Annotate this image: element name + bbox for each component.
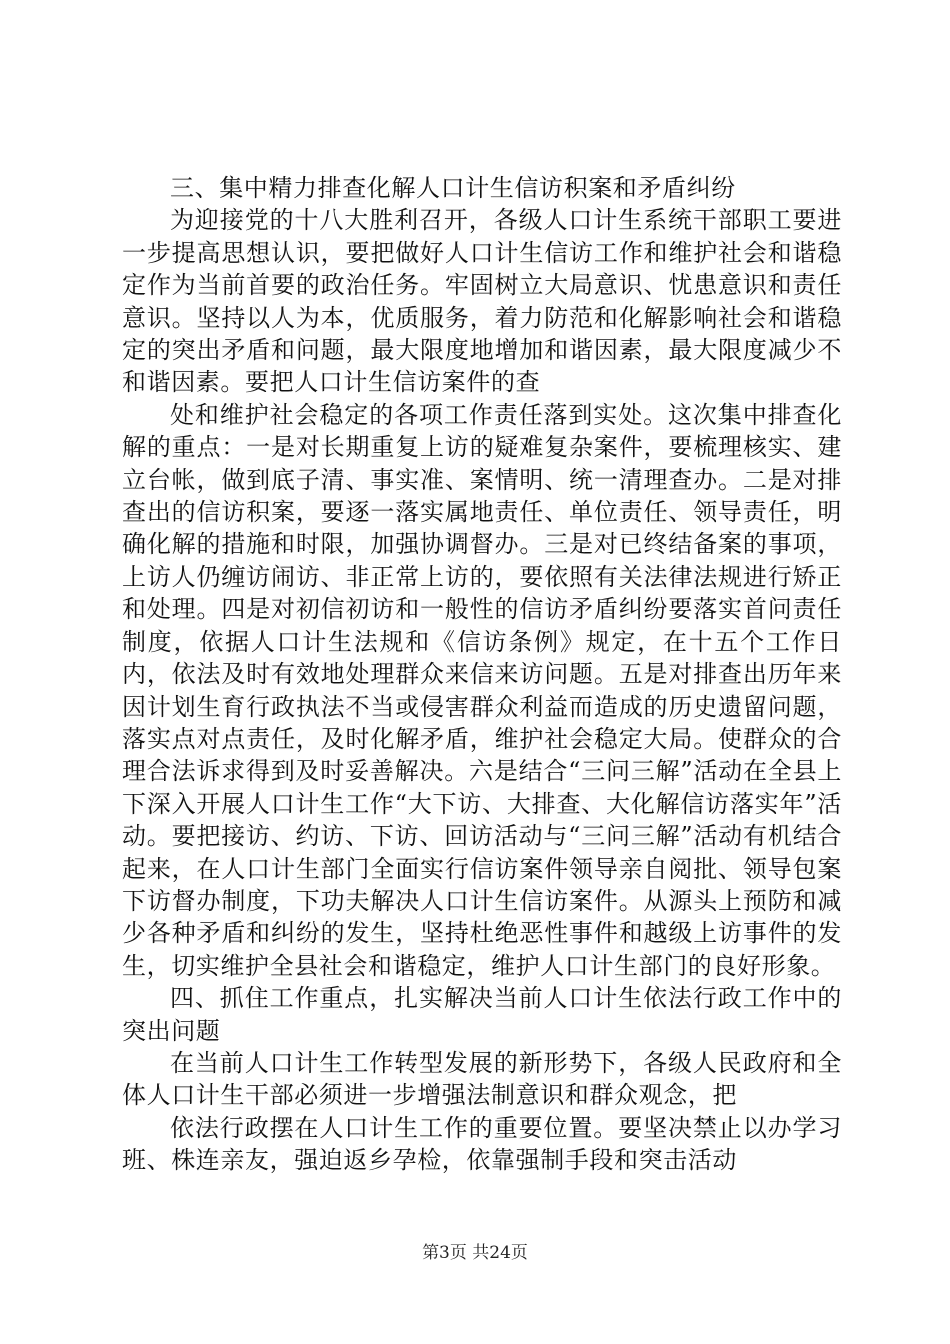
paragraph: 处和维护社会稳定的各项工作责任落到实处。这次集中排查化解的重点：一是对长期重复上访的疑难复杂案件，要梳理核实、建立台帐，做到底子清、事实准、案情明、统一清理查办。二是对排查出的信访积案，要逐一落实属地责任、单位责任、领导责任，明确化解的措施和时限，加强协调督办。三是对已终结备案的事项，上访人仍缠访闹访、非正常上访的，要依照有关法律法规进行矫正和处理。四是对初信初访和一般性的信访矛盾纠纷要落实首问责任制度，依据人口计生法规和《信访条例》规定，在十五个工作日内，依法及时有效地处理群众来信来访问题。五是对排查出历年来因计划生育行政执法不当或侵害群众利益而造成的历史遗留问题，落实点对点责任，及时化解矛盾，维护社会稳定大局。使群众的合理合法诉求得到及时妥善解决。六是结合“三问三解”活动在全县上下深入开展人口计生工作“大下访、大排查、大化解信访落实年”活动。要把接访、约访、下访、回访活动与“三问三解”活动有机结合起来，在人口计生部门全面实行信访案件领导亲自阅批、领导包案下访督办制度，下功夫解决人口计生信访案件。从源头上预防和减少各种矛盾和纠纷的发生，坚持杜绝恶性事件和越级上访事件的发生，切实维护全县社会和谐稳定，维护人口计生部门的良好形象。	[122, 400, 842, 980]
paragraph: 为迎接党的十八大胜利召开，各级人口计生系统干部职工要进一步提高思想认识，要把做好人口计生信访工作和维护社会和谐稳定作为当前首要的政治任务。牢固树立大局意识、忧患意识和责任意识。坚持以人为本，优质服务，着力防范和化解影响社会和谐稳定的突出矛盾和问题，最大限度地增加和谐因素，最大限度减少不和谐因素。要把人口计生信访案件的查	[122, 206, 842, 397]
page-number: 第3页 共24页	[422, 1243, 528, 1263]
heading-section-four: 四、抓住工作重点，扎实解决当前人口计生依法行政工作中的突出问题	[122, 984, 842, 1045]
heading-section-three: 三、集中精力排查化解人口计生信访积案和矛盾纠纷	[170, 174, 736, 202]
paragraph: 在当前人口计生工作转型发展的新形势下，各级人民政府和全体人口计生干部必须进一步增强法制意识和群众观念，把	[122, 1048, 842, 1110]
document-body	[122, 172, 842, 1177]
paragraph: 依法行政摆在人口计生工作的重要位置。要坚决禁止以办学习班、株连亲友，强迫返乡孕检，依靠强制手段和突击活动	[122, 1113, 842, 1175]
